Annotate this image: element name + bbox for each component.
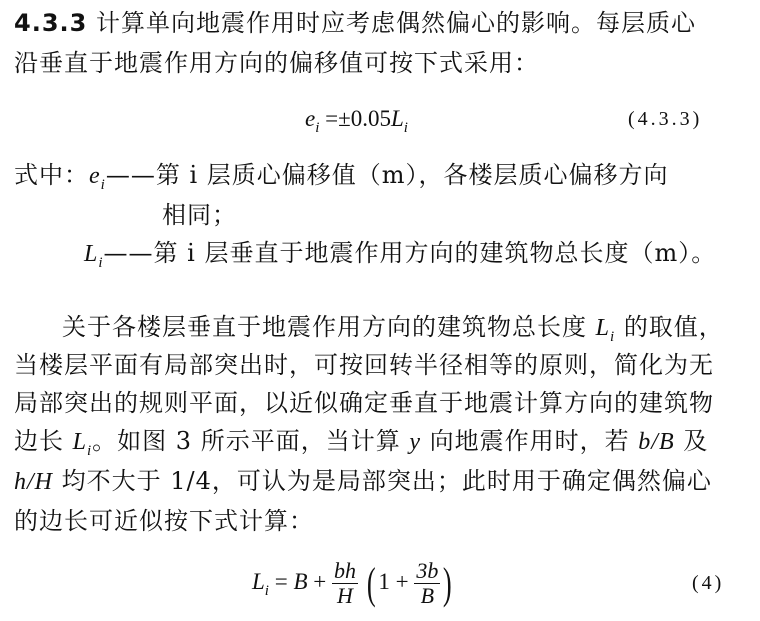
def-e-symbol: e: [89, 163, 101, 189]
eq2-one: 1: [378, 569, 390, 594]
eq2-frac1-den: H: [337, 583, 353, 609]
eq2-plus2: +: [395, 569, 409, 594]
equation-4: [252, 552, 455, 612]
def-L-sub: i: [98, 255, 104, 271]
paragraph-line-3: 局部突出的规则平面，以近似确定垂直于地震计算方向的建筑物: [14, 389, 714, 417]
para-line4-frac: b/B: [638, 429, 675, 455]
paragraph-line-4: [14, 426, 708, 466]
section-line-2: [14, 48, 539, 78]
eq2-paren-open: (: [366, 558, 376, 608]
para-line4-a: 边长: [14, 427, 64, 455]
para-line4-c: 向地震作用时，若: [429, 427, 630, 455]
section-text-1: 计算单向地震作用时应考虑偶然偏心的影响。每层质心: [95, 9, 696, 37]
def-L-dash: ——: [103, 239, 154, 267]
paragraph-line-1: [62, 312, 724, 352]
def-e-dash: ——: [105, 161, 156, 189]
eq2-plus1: +: [313, 569, 327, 594]
para-line4-b: 。如图 3 所示平面，当计算: [92, 427, 401, 455]
eq1-lhs: e: [305, 106, 316, 131]
definitions-intro: 式中：: [14, 161, 89, 189]
def-e-text-2: 相同；: [162, 201, 237, 229]
para-line1-a: 关于各楼层垂直于地震作用方向的建筑物总长度: [62, 313, 587, 341]
def-L-symbol: L: [84, 241, 99, 267]
eq1-rhs-var: L: [391, 106, 404, 131]
para-line1-sub: i: [610, 329, 616, 345]
para-line5-frac: h/H: [14, 469, 53, 495]
eq1-lhs-sub: i: [315, 120, 320, 136]
eq1-rhs-sub: i: [403, 120, 408, 136]
definition-e-cont: [162, 200, 237, 230]
def-e-sub: i: [100, 177, 106, 193]
para-line5-a: 均不大于 1/4，可认为是局部突出；此时用于确定偶然偏心: [61, 467, 712, 495]
eq2-fraction-1: [332, 559, 358, 608]
equation-4-number: (4): [692, 572, 725, 594]
eq2-eq-sign: =: [274, 569, 288, 594]
eq1-rhs-prefix: =±0.05: [325, 106, 391, 131]
eq2-paren-close: ): [443, 558, 453, 608]
eq2-frac2-num: 3b: [416, 558, 439, 584]
eq2-frac2-den: B: [420, 583, 435, 609]
eq2-frac1-num: bh: [334, 558, 356, 584]
definition-e: [14, 160, 669, 200]
para-line4-var: L: [72, 429, 87, 455]
para-line1-b: 的取值，: [623, 313, 724, 341]
eq2-lhs-sub: i: [264, 583, 269, 599]
eq2-B: B: [293, 569, 308, 594]
paragraph-line-2: 当楼层平面有局部突出时，可按回转半径相等的原则，简化为无: [14, 351, 714, 379]
equation-4-3-3: [305, 104, 408, 143]
para-line4-d: 及: [683, 427, 709, 455]
eq2-lhs: L: [252, 569, 265, 594]
equation-4-3-3-number: (4.3.3): [628, 108, 703, 130]
section-text-2: 沿垂直于地震作用方向的偏移值可按下式采用：: [14, 49, 539, 77]
eq2-fraction-2: [414, 559, 440, 608]
def-e-text-1: 第 i 层质心偏移值（m），各楼层质心偏移方向: [155, 161, 669, 189]
para-line4-sub: i: [87, 443, 93, 459]
section-number: 4.3.3: [14, 9, 88, 37]
def-L-text: 第 i 层垂直于地震作用方向的建筑物总长度（m）。: [153, 239, 717, 267]
para-line4-y: y: [409, 429, 421, 455]
para-line1-var: L: [595, 315, 610, 341]
definition-L: [84, 238, 716, 278]
paragraph-line-6: 的边长可近似按下式计算：: [14, 507, 314, 535]
section-line-1: [14, 8, 696, 38]
paragraph-line-5: [14, 466, 712, 497]
